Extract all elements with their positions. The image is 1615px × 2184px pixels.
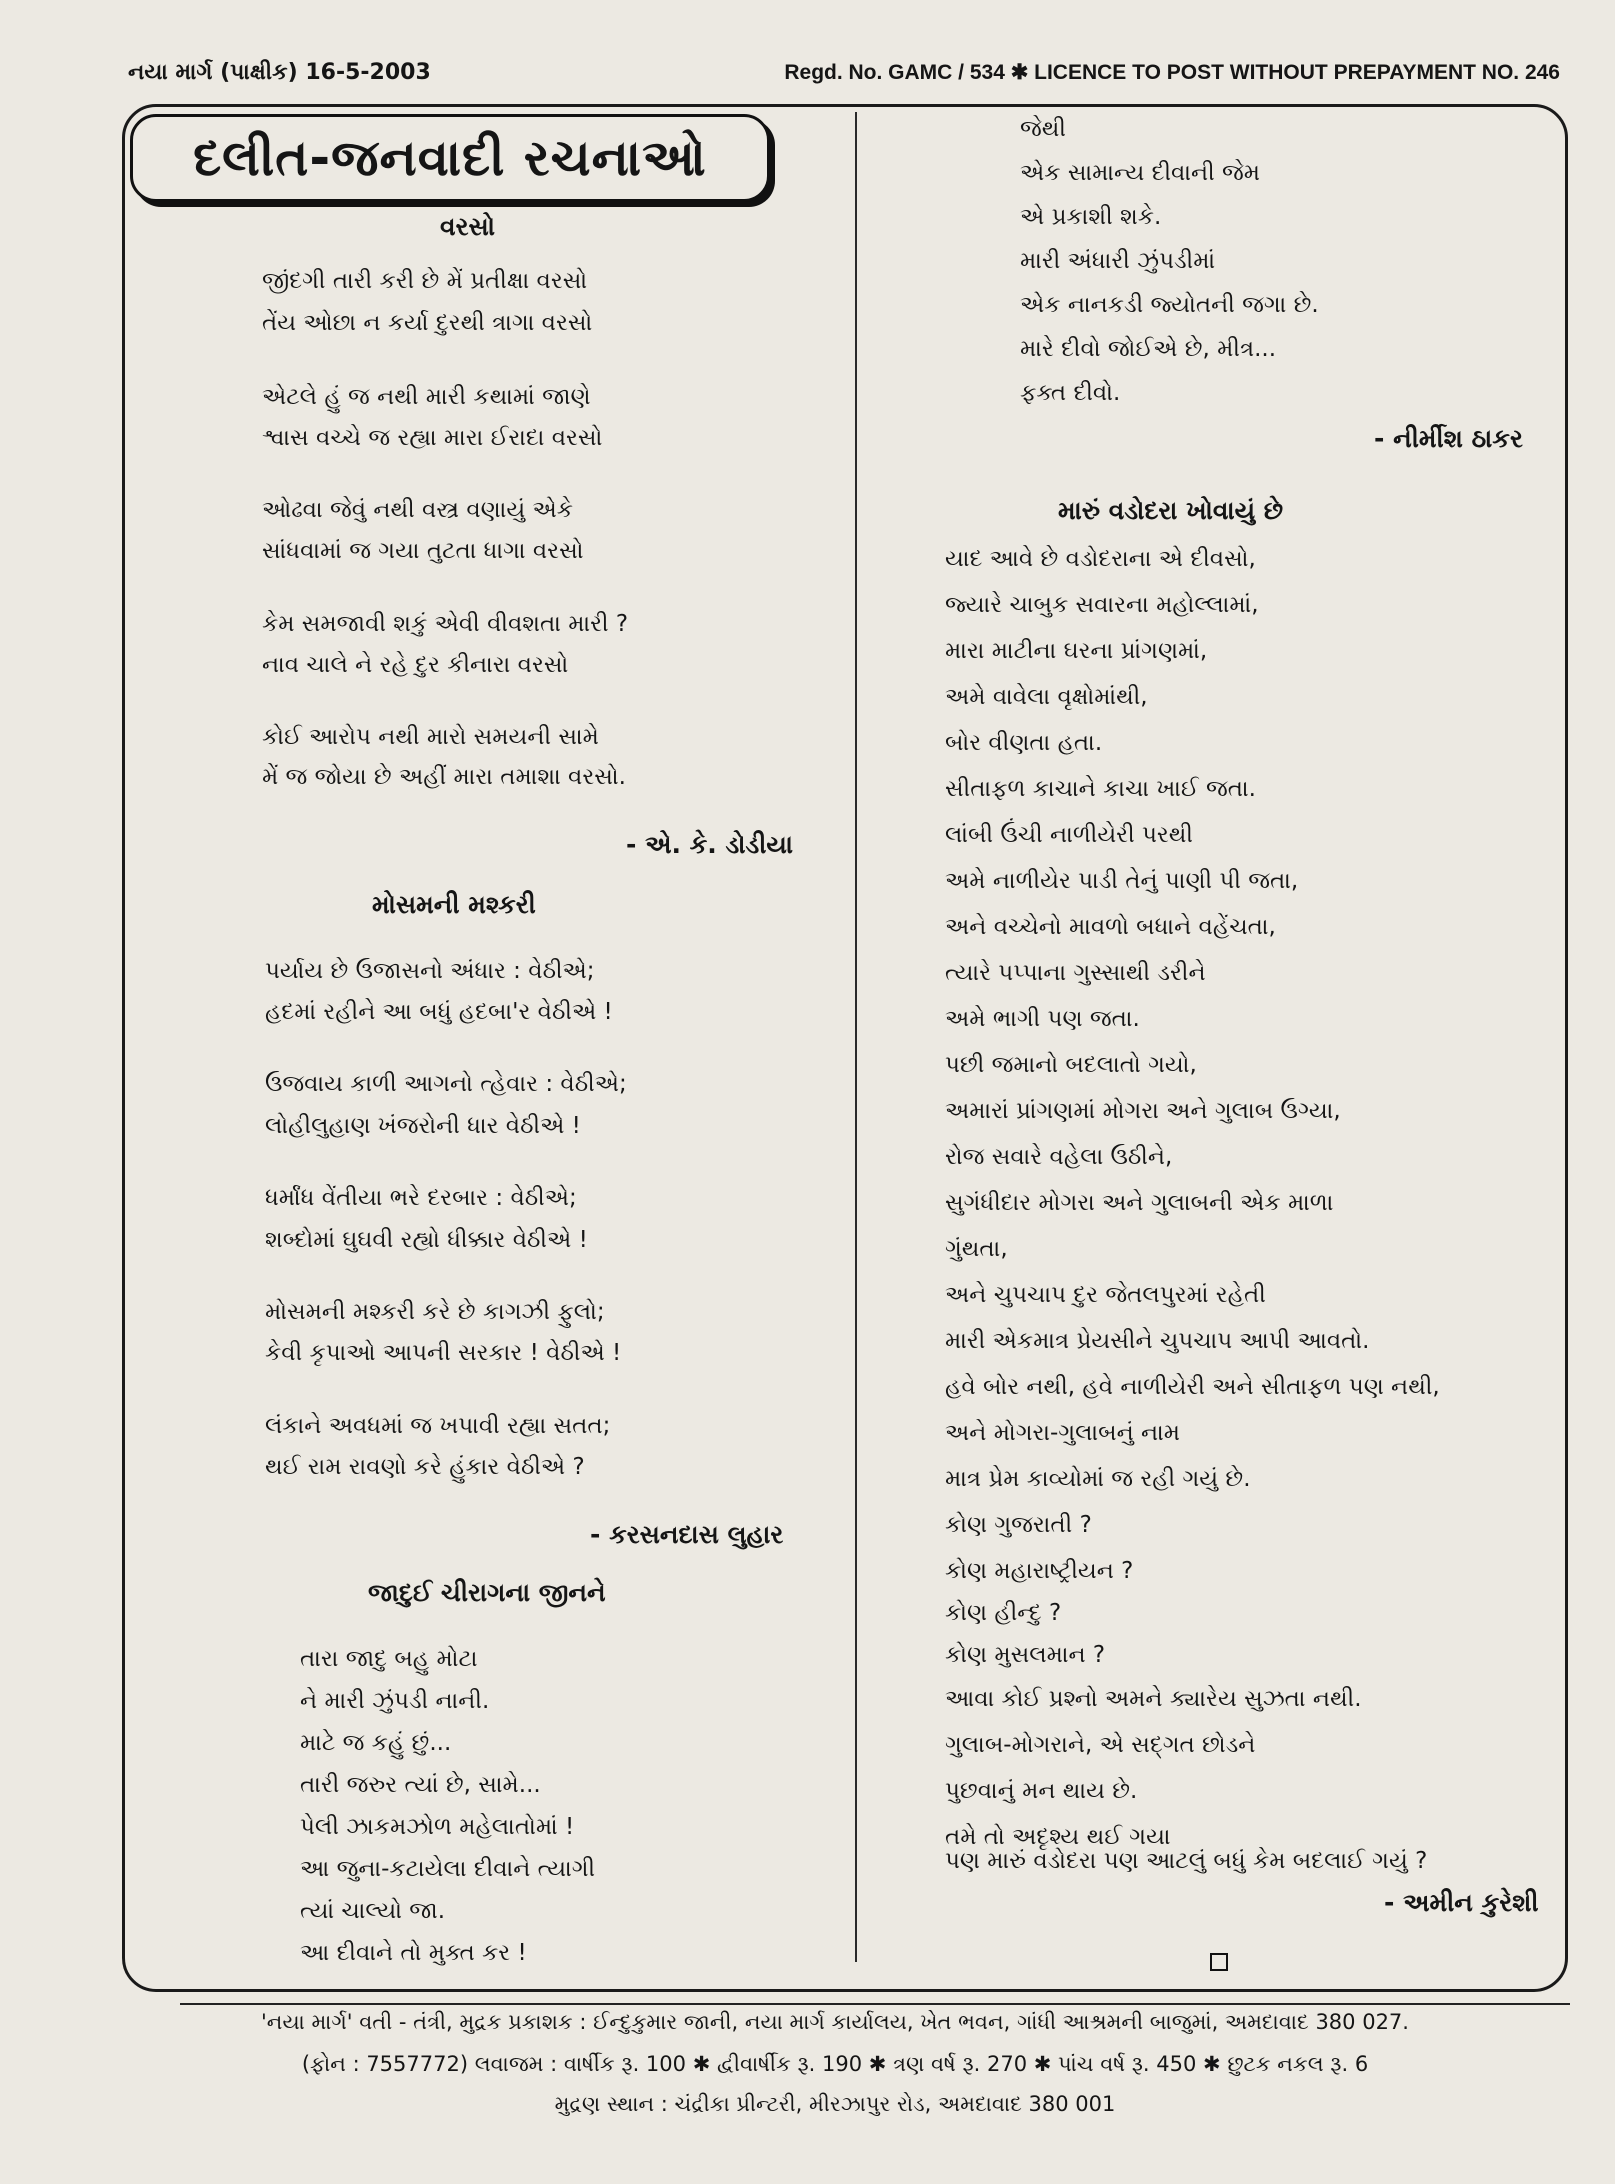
poem-line: તારા જાદુ બહુ મોટા [300, 1646, 478, 1672]
poem-line: અને ચુપચાપ દુર જેતલપુરમાં રહેતી [945, 1282, 1266, 1308]
poem-title-vadodara: મારું વડોદરા ખોવાયું છે [1058, 496, 1284, 525]
poem-line: અમે વાવેલા વૃક્ષોમાંથી, [945, 684, 1148, 710]
poem-line: તમે તો અદૃશ્ય થઈ ગયા [945, 1824, 1171, 1850]
poem-line: મેં જ જોયા છે અહીં મારા તમાશા વરસો. [262, 764, 626, 790]
poem-line: ધર્માંધ વેંતીયા ભરે દરબાર : વેઠીએ; [265, 1185, 577, 1211]
poem-line: મારી અંધારી ઝુંપડીમાં [1020, 248, 1216, 274]
poem-line: પછી જમાનો બદલાતો ગયો, [945, 1052, 1197, 1078]
printer-line: મુદ્રણ સ્થાન : ચંદ્રીકા પ્રીન્ટરી, મીરઝાપુર રોડ, અમદાવાદ 380 001 [554, 2092, 1116, 2116]
poem-line: જ્યારે ચાબુક સવારના મહોલ્લામાં, [945, 592, 1259, 618]
poem-line: પુછવાનું મન થાય છે. [945, 1778, 1138, 1804]
footer-rule [180, 2003, 1570, 2005]
registration-line: Regd. No. GAMC / 534 ✱ LICENCE TO POST WITHOUT PREPAYMENT NO. 246 [784, 61, 1560, 84]
poem-line: શ્વાસ વચ્ચે જ રહ્યા મારા ઈરાદા વરસો [262, 425, 603, 451]
poem-line: તારી જરુર ત્યાં છે, સામે... [300, 1772, 541, 1798]
poem-title-jadui-chirag: જાદુઈ ચીરાગના જીનને [368, 1578, 606, 1607]
poem-author: - એ. કે. ડોડીયા [626, 830, 793, 859]
poem-line: અને મોગરા-ગુલાબનું નામ [945, 1420, 1181, 1446]
poem-line: લાંબી ઉંચી નાળીયેરી પરથી [945, 822, 1194, 848]
masthead-date: નયા માર્ગ (પાક્ષીક) 16-5-2003 [128, 60, 431, 85]
poem-line: એટલે હું જ નથી મારી કથામાં જાણે [262, 384, 591, 410]
poem-line: અને વચ્ચેનો માવળો બધાને વહેંચતા, [945, 914, 1276, 940]
poem-title-varso: વરસો [440, 212, 496, 241]
poem-line: પર્યાય છે ઉજાસનો અંધાર : વેઠીએ; [265, 958, 595, 984]
poem-line: મારા માટીના ઘરના પ્રાંગણમાં, [945, 638, 1208, 664]
poem-line: આવા કોઈ પ્રશ્નો અમને ક્યારેય સુઝતા નથી. [945, 1686, 1362, 1712]
poem-author: - કરસનદાસ લુહાર [590, 1520, 784, 1549]
poem-line: ઓઢવા જેવું નથી વસ્ત્ર વણાયું એકે [262, 497, 573, 523]
poem-line: ગુંથતા, [945, 1236, 1008, 1262]
poem-line: જેથી [1020, 116, 1066, 142]
poem-line: આ જુના-કટાયેલા દીવાને ત્યાગી [300, 1856, 596, 1882]
poem-author: - નીર્મીશ ઠાકર [1374, 424, 1523, 453]
poem-line: મોસમની મશ્કરી કરે છે કાગઝી ફુલો; [265, 1299, 605, 1325]
poem-line: એક સામાન્ય દીવાની જેમ [1020, 160, 1261, 186]
poem-line: પેલી ઝાકમઝોળ મહેલાતોમાં ! [300, 1814, 575, 1840]
poem-line: કેવી કૃપાઓ આપની સરકાર ! વેઠીએ ! [265, 1340, 622, 1366]
poem-line: કેમ સમજાવી શકું એવી વીવશતા મારી ? [262, 611, 629, 637]
poem-line: અમે નાળીયેર પાડી તેનું પાણી પી જતા, [945, 868, 1299, 894]
poem-line: આ દીવાને તો મુક્ત કર ! [300, 1940, 527, 1966]
poem-line: હદમાં રહીને આ બધું હદબા'ર વેઠીએ ! [265, 999, 613, 1025]
poem-line: કોણ મહારાષ્ટ્રીયન ? [945, 1558, 1134, 1584]
poem-line: જીંદગી તારી કરી છે મેં પ્રતીક્ષા વરસો [262, 268, 588, 294]
poem-line: ઉજવાય કાળી આગનો ત્હેવાર : વેઠીએ; [265, 1071, 627, 1097]
poem-line: લંકાને અવધમાં જ ખપાવી રહ્યા સતત; [265, 1413, 611, 1439]
poem-line: મારી એકમાત્ર પ્રેયસીને ચુપચાપ આપી આવતો. [945, 1328, 1370, 1354]
subscription-line: (ફોન : 7557772) લવાજમ : વાર્ષીક રૂ. 100 ✱ દ્વીવાર્ષીક રૂ. 190 ✱ ત્રણ વર્ષ રૂ. 270 ✱ પાંચ વર્ષ રૂ. 450 ✱ છુટક નકલ રૂ. 6 [301, 2052, 1369, 2076]
poem-line: અમારાં પ્રાંગણમાં મોગરા અને ગુલાબ ઉગ્યા, [945, 1098, 1341, 1124]
poem-line: કોણ હીન્દુ ? [945, 1600, 1062, 1626]
section-title-box [130, 114, 770, 202]
section-title: દલીત-જનવાદી રચનાઓ [193, 128, 707, 187]
poem-line: શબ્દોમાં ઘુઘવી રહ્યો ધીક્કાર વેઠીએ ! [265, 1227, 588, 1253]
end-marker-box [1210, 1953, 1228, 1971]
poem-line: તેંય ઓછા ન કર્યા દુરથી ત્રાગા વરસો [262, 310, 593, 336]
poem-line: એક નાનકડી જ્યોતની જગા છે. [1020, 292, 1319, 318]
poem-line: ત્યારે પપ્પાના ગુસ્સાથી ડરીને [945, 960, 1206, 986]
imprint-line: 'નયા માર્ગ' વતી - તંત્રી, મુદ્રક પ્રકાશક : ઈન્દુકુમાર જાની, નયા માર્ગ કાર્યાલય, ખેત ભવન, ગાંધી આશ્રમની બાજુમાં, અમદાવાદ 380 027. [261, 2010, 1409, 2034]
poem-line: માત્ર પ્રેમ કાવ્યોમાં જ રહી ગયું છે. [945, 1466, 1251, 1492]
poem-line: લોહીલુહાણ ખંજરોની ધાર વેઠીએ ! [265, 1113, 581, 1139]
poem-line: મારે દીવો જોઈએ છે, મીત્ર... [1020, 336, 1277, 362]
poem-line: હવે બોર નથી, હવે નાળીયેરી અને સીતાફળ પણ નથી, [945, 1374, 1440, 1400]
poem-line: પણ મારું વડોદરા પણ આટલું બધું કેમ બદલાઈ ગયું ? [945, 1848, 1428, 1874]
poem-line: થઈ રામ રાવણો કરે હુંકાર વેઠીએ ? [265, 1454, 585, 1480]
poem-line: યાદ આવે છે વડોદરાના એ દીવસો, [945, 546, 1256, 572]
poem-line: માટે જ કહું છું... [300, 1730, 452, 1756]
column-divider [855, 112, 857, 1962]
poem-author: - અમીન કુરેશી [1384, 1888, 1539, 1917]
poem-line: ફક્ત દીવો. [1020, 380, 1121, 406]
poem-line: કોણ મુસલમાન ? [945, 1642, 1106, 1668]
poem-line: સીતાફળ કાચાને કાચા ખાઈ જતા. [945, 776, 1256, 802]
poem-line: ગુલાબ-મોગરાને, એ સદ્ગત છોડને [945, 1732, 1256, 1758]
poem-line: અમે ભાગી પણ જતા. [945, 1006, 1140, 1032]
poem-line: નાવ ચાલે ને રહે દુર કીનારા વરસો [262, 652, 569, 678]
poem-line: બોર વીણતા હતા. [945, 730, 1103, 756]
poem-line: સાંધવામાં જ ગયા તુટતા ધાગા વરસો [262, 538, 584, 564]
poem-title-mosam: મોસમની મશ્કરી [372, 890, 536, 919]
poem-line: ને મારી ઝુંપડી નાની. [300, 1688, 490, 1714]
poem-line: એ પ્રકાશી શકે. [1020, 204, 1162, 230]
poem-line: કોણ ગુજરાતી ? [945, 1512, 1092, 1538]
poem-line: સુગંધીદાર મોગરા અને ગુલાબની એક માળા [945, 1190, 1334, 1216]
poem-line: કોઈ આરોપ નથી મારો સમયની સામે [262, 724, 599, 750]
poem-line: રોજ સવારે વહેલા ઉઠીને, [945, 1144, 1173, 1170]
poem-line: ત્યાં ચાલ્યો જા. [300, 1898, 446, 1924]
